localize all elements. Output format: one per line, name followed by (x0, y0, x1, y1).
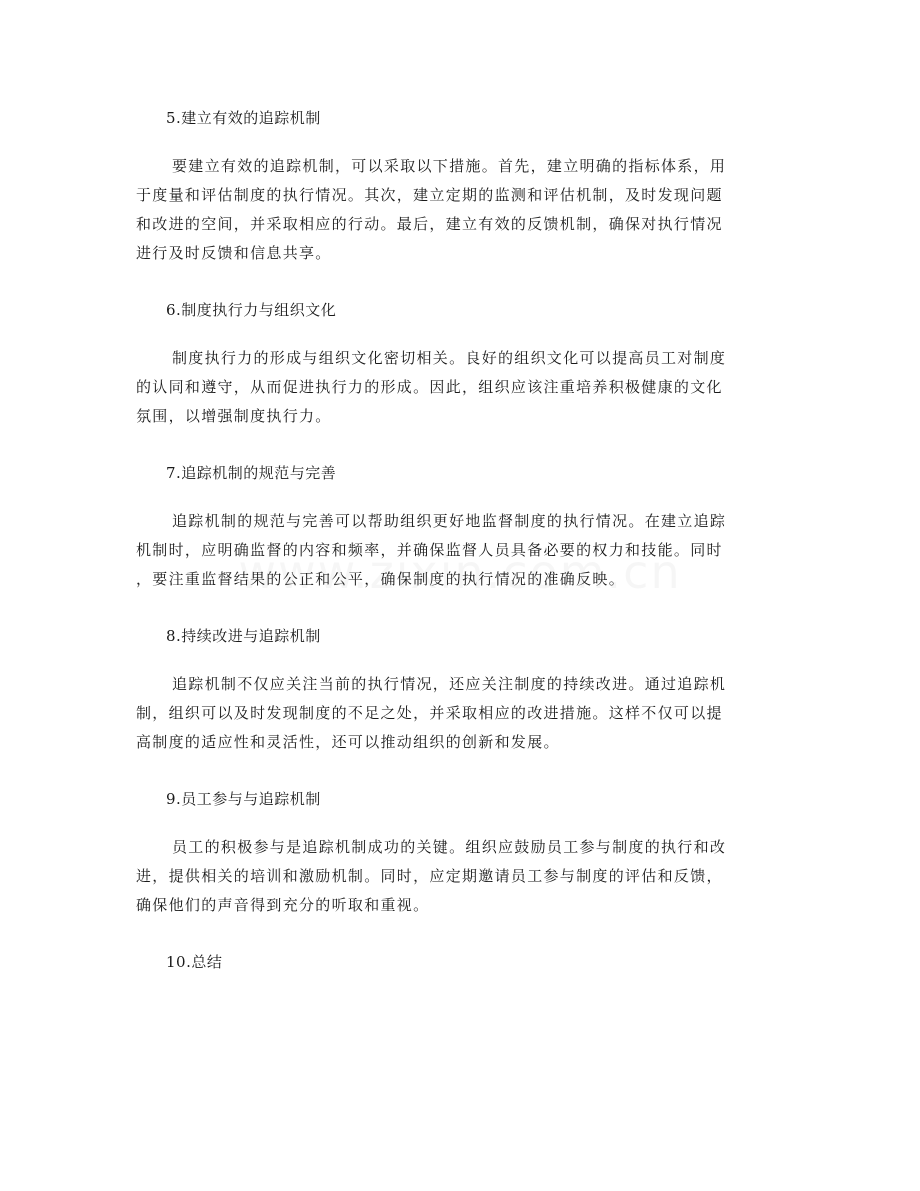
section-heading: 9.员工参与与追踪机制 (166, 790, 321, 808)
paragraph-line: 进行及时反馈和信息共享。 (136, 244, 332, 262)
section-7 (136, 459, 786, 594)
paragraph-line: 制度执行力的形成与组织文化密切相关。良好的组织文化可以提高员工对制度 (172, 349, 727, 367)
paragraph-line: 确保他们的声音得到充分的听取和重视。 (136, 896, 430, 914)
paragraph-line: 制，组织可以及时发现制度的不足之处，并采取相应的改进措施。这样不仅可以提 (136, 704, 723, 722)
section-5 (136, 104, 786, 268)
paragraph-line: 员工的积极参与是追踪机制成功的关键。组织应鼓励员工参与制度的执行和改 (172, 838, 727, 856)
paragraph-line: 进，提供相关的培训和激励机制。同时，应定期邀请员工参与制度的评估和反馈， (136, 867, 723, 885)
paragraph-line: 要建立有效的追踪机制，可以采取以下措施。首先，建立明确的指标体系，用 (172, 157, 727, 175)
paragraph-line: 氛围，以增强制度执行力。 (136, 407, 332, 425)
document-content (136, 104, 786, 996)
paragraph-line: 追踪机制的规范与完善可以帮助组织更好地监督制度的执行情况。在建立追踪 (172, 512, 727, 530)
paragraph-line: 于度量和评估制度的执行情况。其次，建立定期的监测和评估机制，及时发现问题 (136, 186, 723, 204)
section-heading: 7.追踪机制的规范与完善 (166, 464, 337, 482)
section-6 (136, 296, 786, 431)
paragraph-line: 机制时，应明确监督的内容和频率，并确保监督人员具备必要的权力和技能。同时 (136, 541, 723, 559)
section-heading: 6.制度执行力与组织文化 (166, 301, 337, 319)
section-heading: 8.持续改进与追踪机制 (166, 627, 321, 645)
section-paragraph (136, 670, 786, 757)
section-paragraph (136, 344, 786, 431)
paragraph-line: ，要注重监督结果的公正和公平，确保制度的执行情况的准确反映。 (136, 570, 626, 588)
section-8 (136, 622, 786, 757)
section-10 (166, 948, 786, 976)
paragraph-line: 和改进的空间，并采取相应的行动。最后，建立有效的反馈机制，确保对执行情况 (136, 215, 723, 233)
paragraph-line: 的认同和遵守，从而促进执行力的形成。因此，组织应该注重培养积极健康的文化 (136, 378, 723, 396)
section-paragraph (136, 507, 786, 594)
section-heading: 5.建立有效的追踪机制 (166, 109, 321, 127)
section-paragraph (136, 152, 786, 268)
paragraph-line: 高制度的适应性和灵活性，还可以推动组织的创新和发展。 (136, 733, 560, 751)
paragraph-line: 追踪机制不仅应关注当前的执行情况，还应关注制度的持续改进。通过追踪机 (172, 675, 727, 693)
section-heading: 10.总结 (166, 953, 223, 971)
section-paragraph (136, 833, 786, 920)
section-9 (136, 785, 786, 920)
